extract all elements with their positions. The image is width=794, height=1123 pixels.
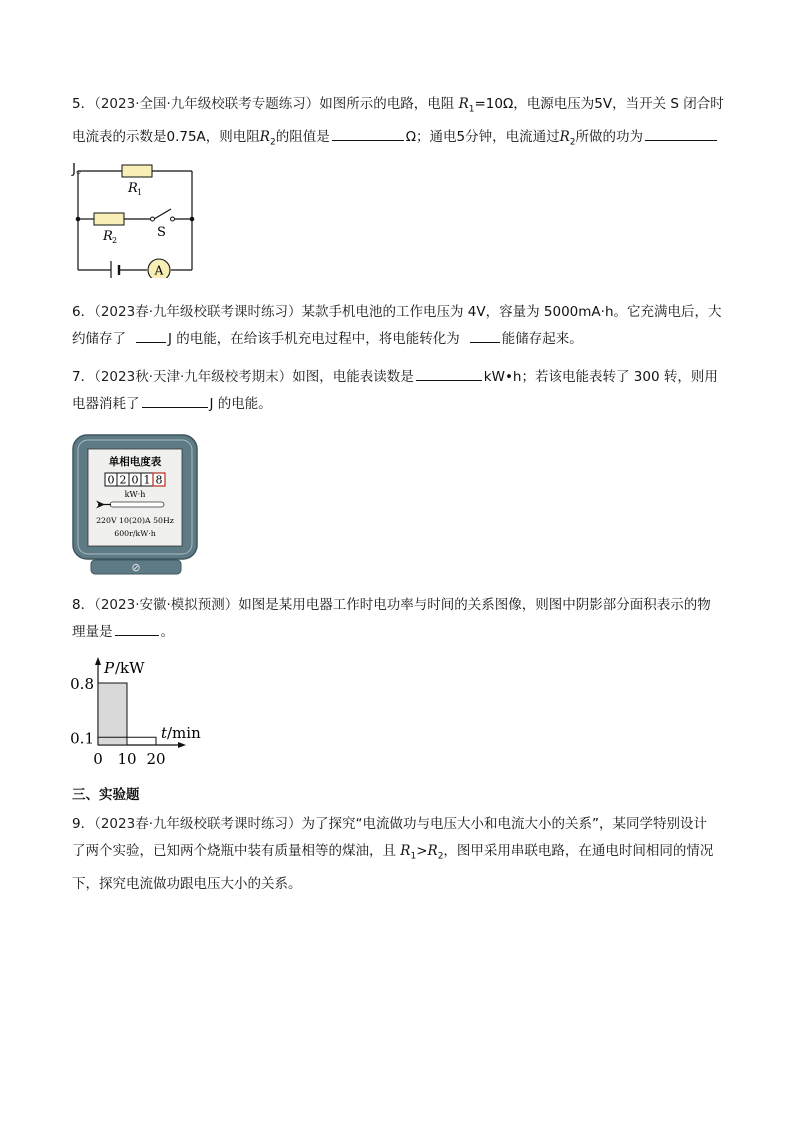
q9-text-1: 为了探究“电流做功与电压大小和电流大小的关系”，某同学特别设计 <box>301 816 707 832</box>
chart-segment-0 <box>98 683 127 745</box>
meter-digit: 8 <box>155 473 163 487</box>
q8-text-3: 。 <box>160 624 174 640</box>
q6-source: （2023春·九年级校联考课时练习） <box>94 304 302 320</box>
q6-line-2 <box>72 326 732 353</box>
q6-text-1: 某款手机电池的工作电压为 4V，容量为 5000mA·h。它充满电后，大 <box>301 304 722 320</box>
question-9 <box>72 811 732 898</box>
resistor-r1-shape <box>122 165 152 177</box>
question-8 <box>72 592 732 646</box>
q7-text-2: kW•h；若该电能表转了 300 转，则用 <box>483 369 718 385</box>
q7-source: （2023秋·天津·九年级校考期末） <box>94 369 293 385</box>
q8-text-1: 如图是某用电器工作时电功率与时间的关系图像，则图中阴影部分面积表示的物 <box>238 597 711 613</box>
r1-label: R <box>128 181 138 196</box>
q5-text-2: =10Ω，电源电压为5V，当开关 S 闭合时 <box>474 96 724 112</box>
section-3-title: 三、实验题 <box>72 787 140 803</box>
ammeter-label: A <box>154 263 164 278</box>
q7-line-1 <box>72 364 732 391</box>
q8-text-2: 理量是 <box>72 624 113 640</box>
r2-label-sub: 2 <box>112 236 118 245</box>
q7-text-3: 电器消耗了 <box>72 396 140 412</box>
x-tick-label: 20 <box>146 750 166 768</box>
q5-var-r1: R <box>458 96 469 112</box>
q7-electricity-meter <box>70 432 200 577</box>
q5-text-6: 所做的功为 <box>575 128 644 145</box>
q8-number: 8． <box>72 597 95 613</box>
q7-line-2 <box>72 391 732 418</box>
resistor-r2-shape <box>94 213 124 225</box>
q9-var-r1-sub: 1 <box>410 851 417 862</box>
q8-power-time-chart <box>68 655 218 771</box>
q5-source: （2023·全国·九年级校联考专题练习） <box>94 96 320 112</box>
meter-digit: 1 <box>143 473 151 487</box>
meter-knob-icon: ⊘ <box>131 561 141 574</box>
q9-line-1 <box>72 811 732 838</box>
x-tick-label: 10 <box>117 750 137 768</box>
q5-line-1 <box>72 91 732 124</box>
q5-var-r3: R <box>559 128 570 145</box>
q9-source: （2023春·九年级校联考课时练习） <box>94 816 302 832</box>
q9-var-r1: R <box>400 843 411 859</box>
q7-number: 7． <box>72 369 95 385</box>
q6-blank-1[interactable] <box>136 327 166 343</box>
q7-blank-2[interactable] <box>142 392 208 408</box>
question-7 <box>72 364 732 418</box>
q9-number: 9． <box>72 816 95 832</box>
q6-line-1 <box>72 299 732 326</box>
q5-var-r3-sub: 2 <box>569 137 576 148</box>
meter-digits <box>105 473 165 487</box>
q9-var-r2-sub: 2 <box>437 851 444 862</box>
q9-var-r2: R <box>427 843 438 859</box>
q9-text-3: ，图甲采用串联电路，在通电时间相同的情况 <box>443 843 714 859</box>
chart-segment-1 <box>127 737 156 745</box>
q9-gt: > <box>416 843 428 859</box>
q7-blank-1[interactable] <box>416 365 482 381</box>
q8-line-2 <box>72 619 732 646</box>
meter-spec: 220V 10(20)A 50Hz <box>96 516 174 525</box>
y-axis-arrow-icon <box>95 657 101 665</box>
y-axis-label-var: P <box>104 659 115 677</box>
q7-text-1: 如图，电能表读数是 <box>292 369 414 385</box>
q8-source: （2023·安徽·模拟预测） <box>94 597 239 613</box>
q9-line-3 <box>72 871 732 898</box>
q5-text-4: 的阻值是 <box>275 128 330 145</box>
r1-label-sub: 1 <box>137 188 143 197</box>
q6-text-3: J 的电能，在给该手机充电过程中，将电能转化为 <box>168 331 460 347</box>
q5-blank-2[interactable] <box>645 125 717 141</box>
q5-number: 5． <box>72 96 95 112</box>
q6-text-4: 能储存起来。 <box>501 331 583 347</box>
q8-line-1 <box>72 592 732 619</box>
q5-var-r2-sub: 2 <box>269 137 276 148</box>
q5-circuit-diagram <box>70 160 200 278</box>
q9-line-2 <box>72 838 732 871</box>
meter-revolutions: 600r/kW·h <box>114 529 156 538</box>
x-axis-label-var: t <box>161 724 168 742</box>
q5-blank-1[interactable] <box>332 125 404 141</box>
q6-text-2: 约储存了 <box>72 331 126 347</box>
r2-label: R <box>103 229 113 244</box>
meter-digit: 0 <box>131 473 139 487</box>
x-axis-label-unit: /min <box>167 724 201 742</box>
q5-var-r2: R <box>259 128 270 145</box>
switch-label: S <box>157 225 166 240</box>
q7-text-4: J 的电能。 <box>209 396 272 412</box>
meter-digit: 0 <box>107 473 115 487</box>
y-tick-label: 0.1 <box>70 729 94 748</box>
q5-text-7: J。 <box>72 161 90 178</box>
meter-unit: kW·h <box>124 490 146 499</box>
q5-text-1: 如图所示的电路，电阻 <box>319 96 459 112</box>
q6-blank-2[interactable] <box>470 327 500 343</box>
q5-var-r1-sub: 1 <box>468 104 475 115</box>
y-axis-label-unit: /kW <box>115 659 145 677</box>
q8-blank-1[interactable] <box>115 620 159 636</box>
q9-text-4: 下，探究电流做功跟电压大小的关系。 <box>72 875 302 892</box>
question-6 <box>72 299 732 353</box>
x-axis-arrow-icon <box>178 742 186 748</box>
y-tick-label: 0.8 <box>70 675 94 693</box>
q9-text-2: 了两个实验，已知两个烧瓶中装有质量相等的煤油，且 <box>72 843 401 859</box>
meter-digit: 2 <box>119 473 127 487</box>
q5-text-5: Ω；通电5分钟，电流通过 <box>405 128 560 145</box>
x-tick-label: 0 <box>93 750 103 768</box>
meter-title: 单相电度表 <box>108 456 162 468</box>
q6-number: 6． <box>72 304 95 320</box>
q5-text-3: 电流表的示数是0.75A，则电阻 <box>72 128 260 145</box>
